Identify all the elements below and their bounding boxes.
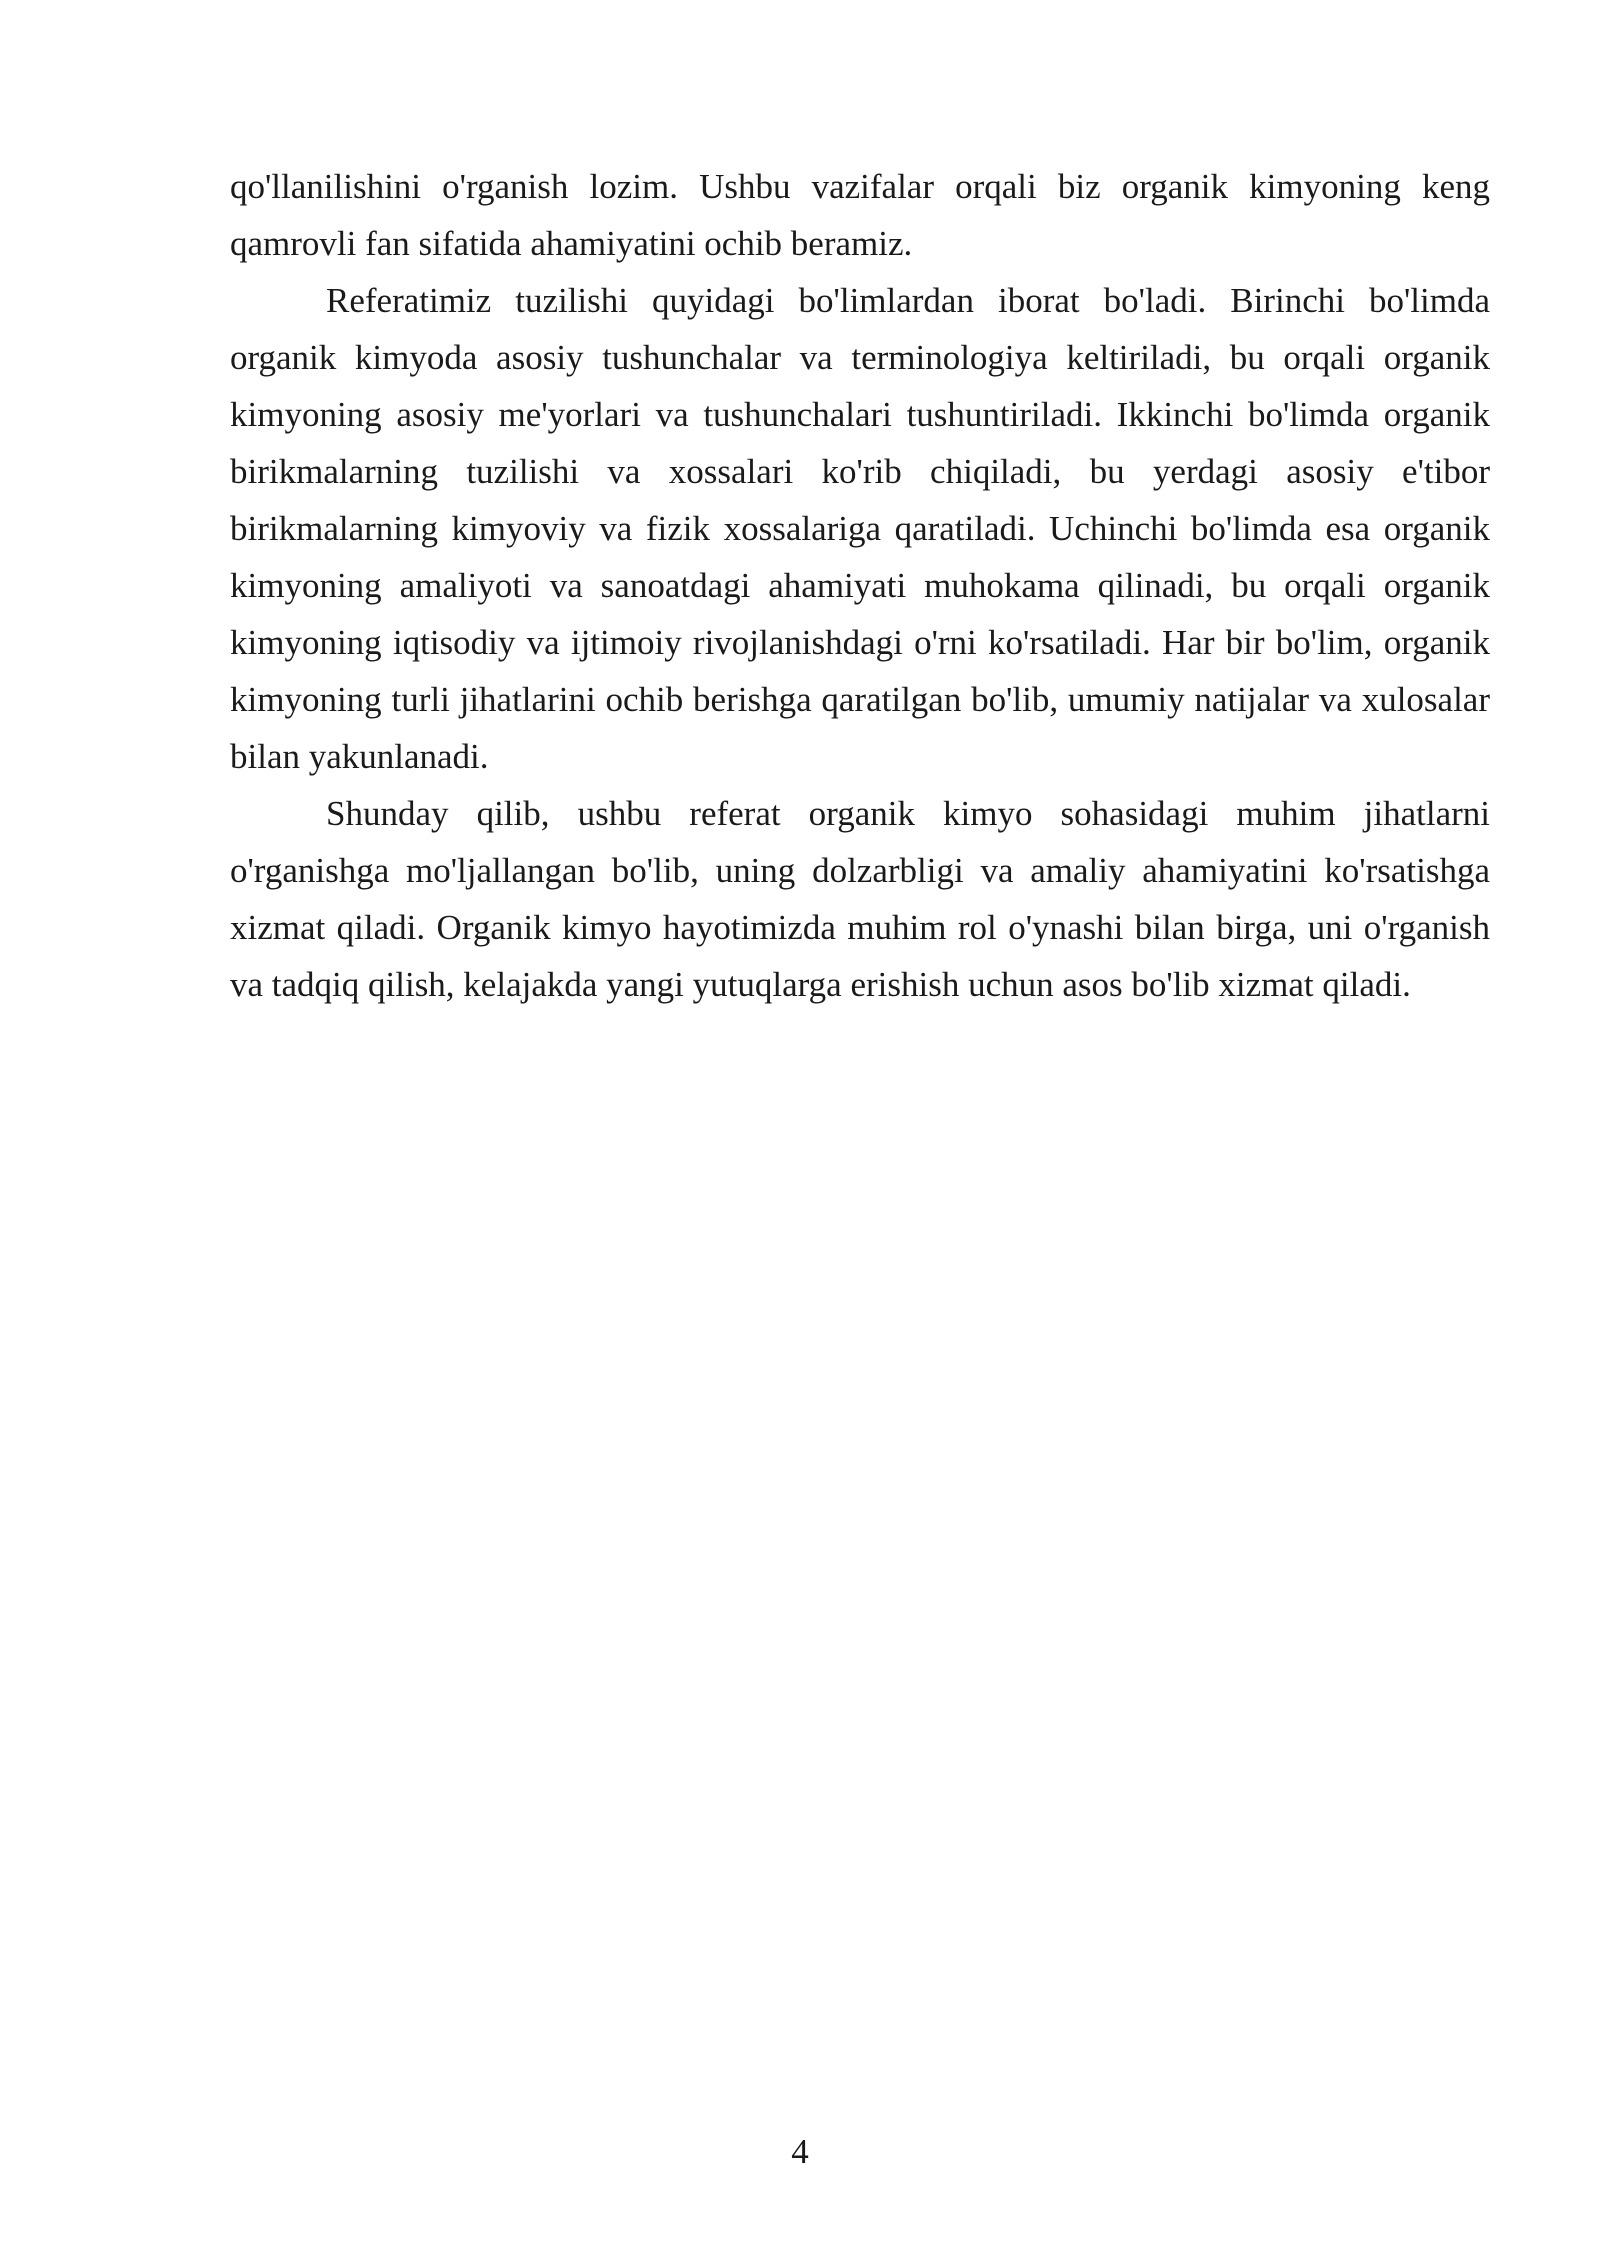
body-text [230, 158, 1490, 1013]
paragraph-structure: Referatimiz tuzilishi quyidagi bo'limlardan iborat bo'ladi. Birinchi bo'limda organik kimyoda asosiy tushunchalar va terminologiya keltiriladi, bu orqali organik kimyoning asosiy me'yorlari va tushunchalari tushuntiriladi. Ikkinchi bo'limda organik birikmalarning tuzilishi va xossalari ko'rib chiqiladi, bu yerdagi asosiy e'tibor birikmalarning kimyoviy va fizik xossalariga qaratiladi. Uchinchi bo'limda esa organik kimyoning amaliyoti va sanoatdagi ahamiyati muhokama qilinadi, bu orqali organik kimyoning iqtisodiy va ijtimoiy rivojlanishdagi o'rni ko'rsatiladi. Har bir bo'lim, organik kimyoning turli jihatlarini ochib berishga qaratilgan bo'lib, umumiy natijalar va xulosalar bilan yakunlanadi. [230, 281, 1490, 776]
page-number: 4 [791, 2132, 809, 2171]
paragraph-continuation: qo'llanilishini o'rganish lozim. Ushbu vazifalar orqali biz organik kimyoning keng qamrovli fan sifatida ahamiyatini ochib beramiz. [230, 167, 1490, 263]
paragraph-conclusion: Shunday qilib, ushbu referat organik kimyo sohasidagi muhim jihatlarni o'rganishga mo'ljallangan bo'lib, uning dolzarbligi va amaliy ahamiyatini ko'rsatishga xizmat qiladi. Organik kimyo hayotimizda muhim rol o'ynashi bilan birga, uni o'rganish va tadqiq qilish, kelajakda yangi yutuqlarga erishish uchun asos bo'lib xizmat qiladi. [230, 794, 1490, 1004]
